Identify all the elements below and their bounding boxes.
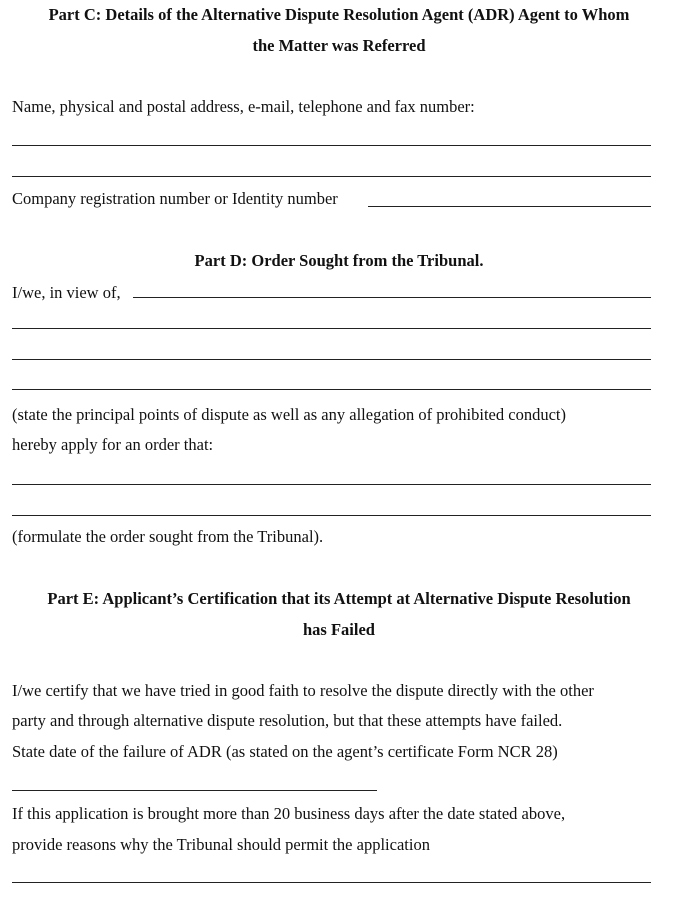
dispute-instruction: (state the principal points of dispute as well as any allegation of prohibited conduct) [12,405,566,424]
certification-line-1: I/we certify that we have tried in good faith to resolve the dispute directly with the other [12,681,594,700]
part-c-heading-line1: Part C: Details of the Alternative Dispute Resolution Agent (ADR) Agent to Whom [48,5,630,24]
late-application-line-1: If this application is brought more than 20 business days after the date stated above, [12,804,566,823]
adr-contact-field-line-2[interactable] [12,176,651,177]
registration-number-label: Company registration number or Identity number [12,189,338,208]
adr-contact-field-line-1[interactable] [12,145,651,146]
late-application-line-2: provide reasons why the Tribunal should permit the application [12,835,430,854]
certification-line-2: party and through alternative dispute resolution, but that these attempts have failed. [12,711,563,730]
registration-number-field-line[interactable] [368,206,651,207]
dispute-field-line-1[interactable] [12,328,651,329]
in-view-of-field-line[interactable] [133,297,651,298]
adr-failure-date-label: State date of the failure of ADR (as stated on the agent’s certificate Form NCR 28) [12,742,558,761]
part-d-heading: Part D: Order Sought from the Tribunal. [194,251,484,270]
order-field-line-2[interactable] [12,515,651,516]
order-instruction: (formulate the order sought from the Tribunal). [12,527,324,546]
apply-for-order-label: hereby apply for an order that: [12,435,214,454]
dispute-field-line-2[interactable] [12,359,651,360]
part-c-heading-line2: the Matter was Referred [252,36,426,55]
in-view-of-label: I/we, in view of, [12,283,121,302]
adr-failure-date-field-line[interactable] [12,790,377,791]
dispute-field-line-3[interactable] [12,389,651,390]
part-e-heading-line1: Part E: Applicant’s Certification that its Attempt at Alternative Dispute Resolution [47,589,631,608]
order-field-line-1[interactable] [12,484,651,485]
late-reasons-field-line[interactable] [12,882,651,883]
part-e-heading-line2: has Failed [303,620,375,639]
adr-contact-label: Name, physical and postal address, e-mail, telephone and fax number: [12,97,475,116]
